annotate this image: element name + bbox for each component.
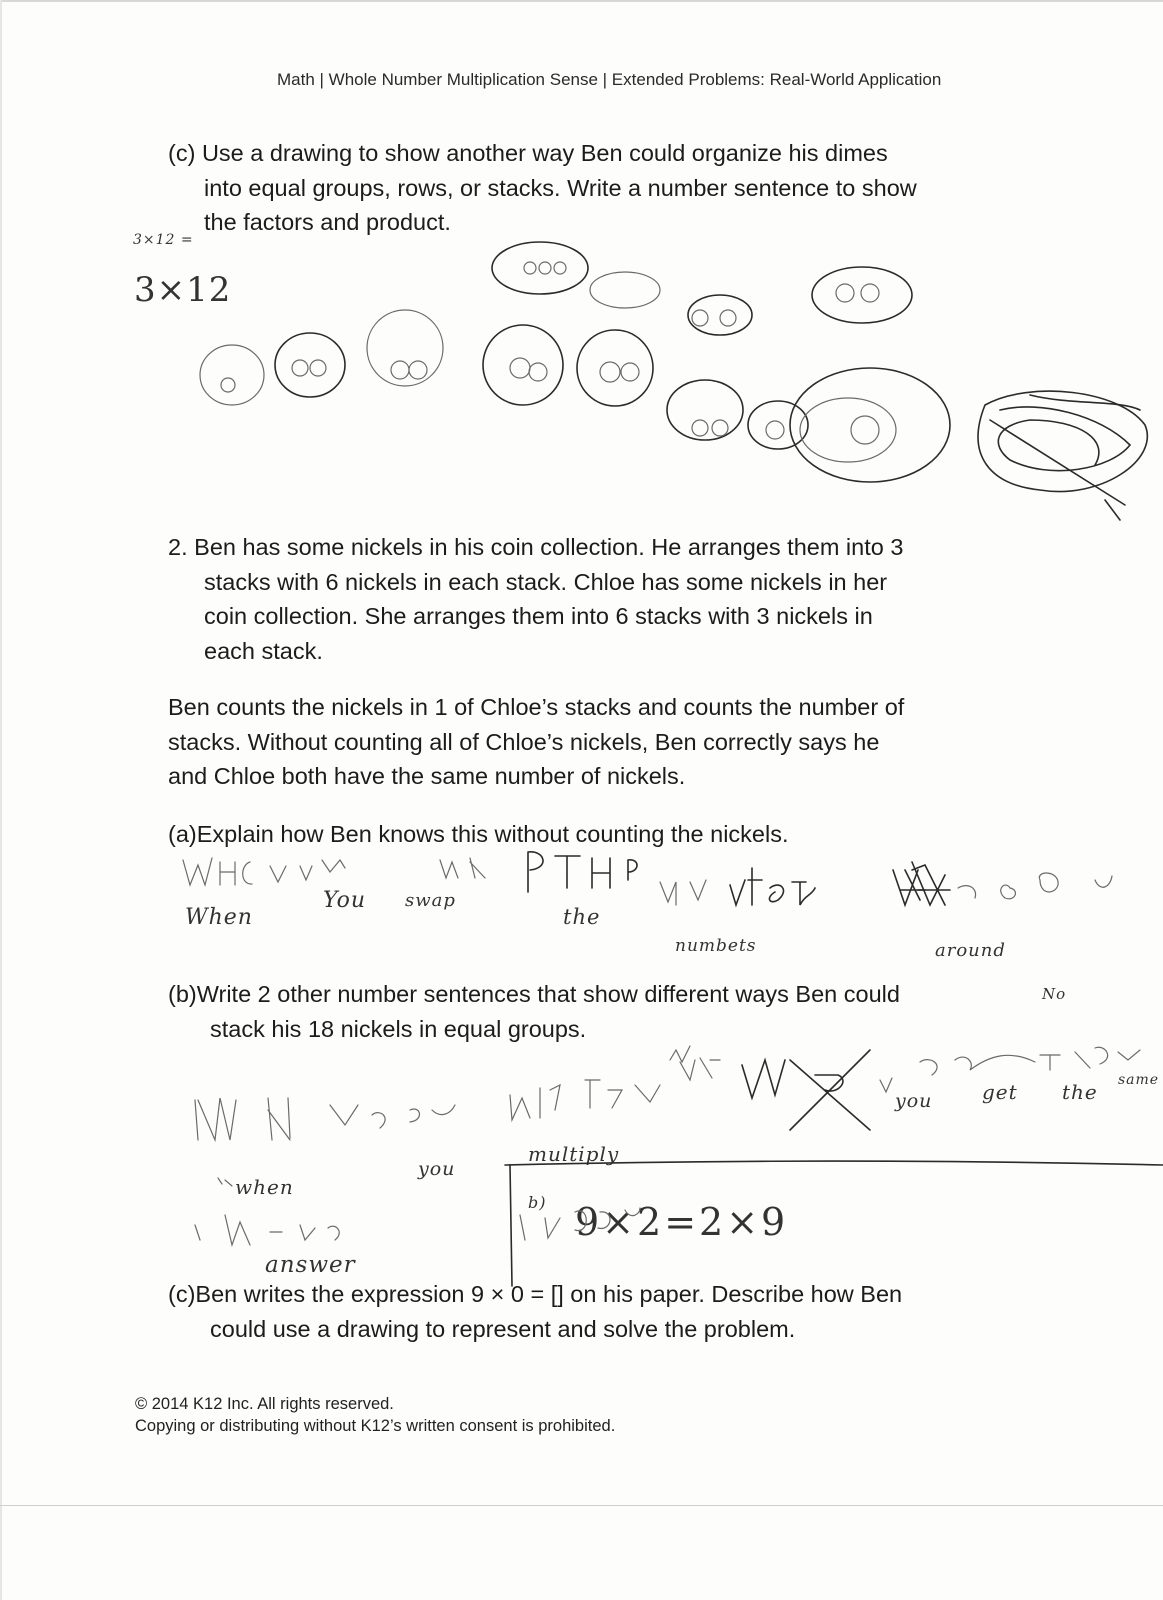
handwritten-word-you-c: you [895,1090,933,1112]
page-footer [135,1393,615,1437]
handwritten-expression: 9×2=2×9 [575,1200,789,1244]
handwritten-word-when-b: when [235,1175,294,1199]
footer-copyright: © 2014 K12 Inc. All rights reserved. [135,1395,394,1413]
question-2b [168,977,900,1046]
handwritten-note-small: 3×12 = [133,232,194,248]
handwritten-word-no: No [1042,985,1067,1003]
question-2c-label: (c) [168,1281,196,1307]
question-1c-line-2: into equal groups, rows, or stacks. Write a number sentence to show [204,174,917,201]
handwritten-word-swap: swap [405,890,456,911]
question-2b-line-1 [168,977,900,1012]
handwritten-word-get: get [982,1080,1018,1104]
coin-groups-drawing [200,242,1147,520]
question-1c-line-3: the factors and product. [204,209,451,235]
question-2-label: 2. [168,534,188,560]
question-2c [168,1277,902,1346]
question-2-line-4: each stack. [204,637,323,664]
question-2a-label: (a) [168,821,197,847]
question-2 [168,530,903,668]
question-1c [168,136,917,240]
handwritten-word-around: around [935,940,1006,961]
answer-b-scribbles [195,1046,1163,1286]
handwritten-word-multiply: multiply [528,1142,620,1166]
handwritten-word-you: You [323,888,367,913]
handwritten-note-large: 3×12 [134,270,232,310]
question-2b-text-1: Write 2 other number sentences that show different ways Ben could [196,981,900,1007]
question-2-para-line-1: Ben counts the nickels in 1 of Chloe’s stacks and counts the number of [168,694,905,720]
handwritten-word-you-b: you [418,1158,456,1180]
handwritten-word-answer: answer [265,1252,356,1278]
question-2-line-1 [168,530,903,565]
question-2c-text-1: Ben writes the expression 9 × 0 = [] on his paper. Describe how Ben [195,1281,903,1307]
footer-notice: Copying or distributing without K12’s written consent is prohibited. [135,1417,616,1435]
question-2a-line [168,817,788,852]
question-2-line-3: coin collection. She arranges them into 6 stacks with 3 nickels in [204,603,873,629]
scan-edge-left [0,0,2,1600]
question-2-para-line-3: and Chloe both have the same number of nickels. [168,763,686,789]
handwritten-box-label: b) [528,1193,547,1212]
question-2-line-2: stacks with 6 nickels in each stack. Chloe has some nickels in her [204,568,888,595]
page-bottom-divider [0,1505,1163,1506]
question-2b-label: (b) [168,981,197,1007]
question-2c-line-2: could use a drawing to represent and solve the problem. [210,1315,796,1342]
question-1c-label: (c) [168,140,196,166]
question-2-text-1: Ben has some nickels in his coin collection. He arranges them into 3 [194,534,904,560]
scan-edge-top [0,0,1163,2]
page-header: Math | Whole Number Multiplication Sense | Extended Problems: Real-World Application [277,70,942,89]
question-1c-text-1: Use a drawing to show another way Ben could organize his dimes [201,140,888,166]
question-2c-line-1 [168,1277,902,1312]
question-1c-line-1 [168,136,917,171]
question-2a-text: Explain how Ben knows this without counting the nickels. [196,821,789,847]
handwritten-word-same: same [1118,1072,1160,1088]
handwritten-word-when: When [185,905,253,930]
question-2b-line-2: stack his 18 nickels in equal groups. [210,1015,587,1042]
handwritten-word-the-b: the [1062,1080,1098,1104]
handwritten-word-numbers: numbets [675,936,757,956]
handwritten-word-the: the [563,905,601,929]
question-2-para-line-2: stacks. Without counting all of Chloe’s nickels, Ben correctly says he [168,728,880,755]
question-2a [168,817,788,852]
question-2-paragraph [168,690,904,794]
